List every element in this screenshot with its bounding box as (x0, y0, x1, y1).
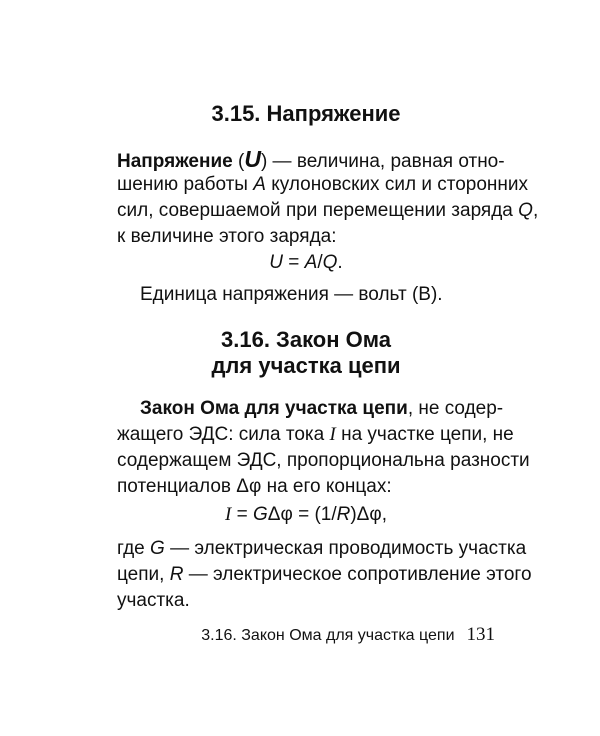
symbol-u: U (244, 146, 261, 172)
page-footer (117, 624, 495, 647)
text-fragment: сил, совершаемой при перемещении заряда (117, 200, 519, 221)
text-fragment: на участке цепи, не (335, 424, 514, 445)
text-fragment: = (231, 504, 253, 525)
text-fragment: . (337, 252, 343, 273)
page-number: 131 (466, 624, 495, 645)
formula-voltage (117, 250, 495, 276)
text-fragment: , не содер- (407, 398, 504, 419)
text-fragment: / (317, 252, 323, 273)
symbol-r: R (169, 564, 184, 585)
text-fragment: ) — величина, равная отно- (260, 151, 505, 172)
symbol-g: G (150, 538, 165, 559)
text-fragment: )Δφ, (350, 504, 387, 525)
symbol-r: R (336, 504, 351, 525)
term-voltage: Напряжение (117, 151, 233, 172)
text-fragment: ( (232, 151, 245, 172)
text-fragment: , (532, 200, 539, 221)
paragraph-line (117, 146, 505, 175)
symbol-a: A (304, 252, 318, 273)
paragraph-line (117, 172, 528, 198)
paragraph-line (117, 422, 514, 448)
text-fragment: цепи, (117, 564, 170, 585)
paragraph-line: к величине этого заряда: (117, 226, 337, 247)
paragraph-line: потенциалов Δφ на его концах: (117, 476, 392, 497)
paragraph-line: участка. (117, 590, 190, 611)
unit-line: Единица напряжения — вольт (В). (140, 284, 443, 305)
section-title-3-16-line2: для участка цепи (211, 353, 401, 378)
text-fragment: Δφ = (1/ (267, 504, 337, 525)
section-title-3-15: 3.15. Напряжение (211, 101, 401, 126)
paragraph-line: содержащем ЭДС, пропорциональна разности (117, 450, 530, 471)
section-title-3-16-line1: 3.16. Закон Ома (221, 327, 391, 352)
symbol-q: Q (322, 252, 338, 273)
term-ohms-law: Закон Ома для участка цепи (140, 398, 408, 419)
paragraph-line (140, 396, 504, 422)
text-fragment: = (283, 252, 305, 273)
symbol-a: A (253, 174, 266, 195)
formula-ohms-law (117, 502, 495, 528)
text-fragment: жащего ЭДС: сила тока (117, 424, 330, 445)
symbol-i: I (225, 504, 232, 525)
symbol-u: U (269, 252, 284, 273)
symbol-g: G (253, 504, 268, 525)
text-fragment: шению работы (117, 174, 254, 195)
text-fragment: — электрическое сопротивление этого (183, 564, 532, 585)
paragraph-line (117, 536, 527, 562)
text-fragment: кулоновских сил и сторонних (265, 174, 528, 195)
symbol-i: I (329, 424, 336, 445)
text-fragment: где (117, 538, 151, 559)
symbol-q: Q (518, 200, 533, 221)
text-fragment: — электрическая проводимость участка (164, 538, 527, 559)
paragraph-line (117, 198, 539, 224)
running-title: 3.16. Закон Ома для участка цепи (201, 627, 455, 644)
paragraph-line (117, 562, 532, 588)
